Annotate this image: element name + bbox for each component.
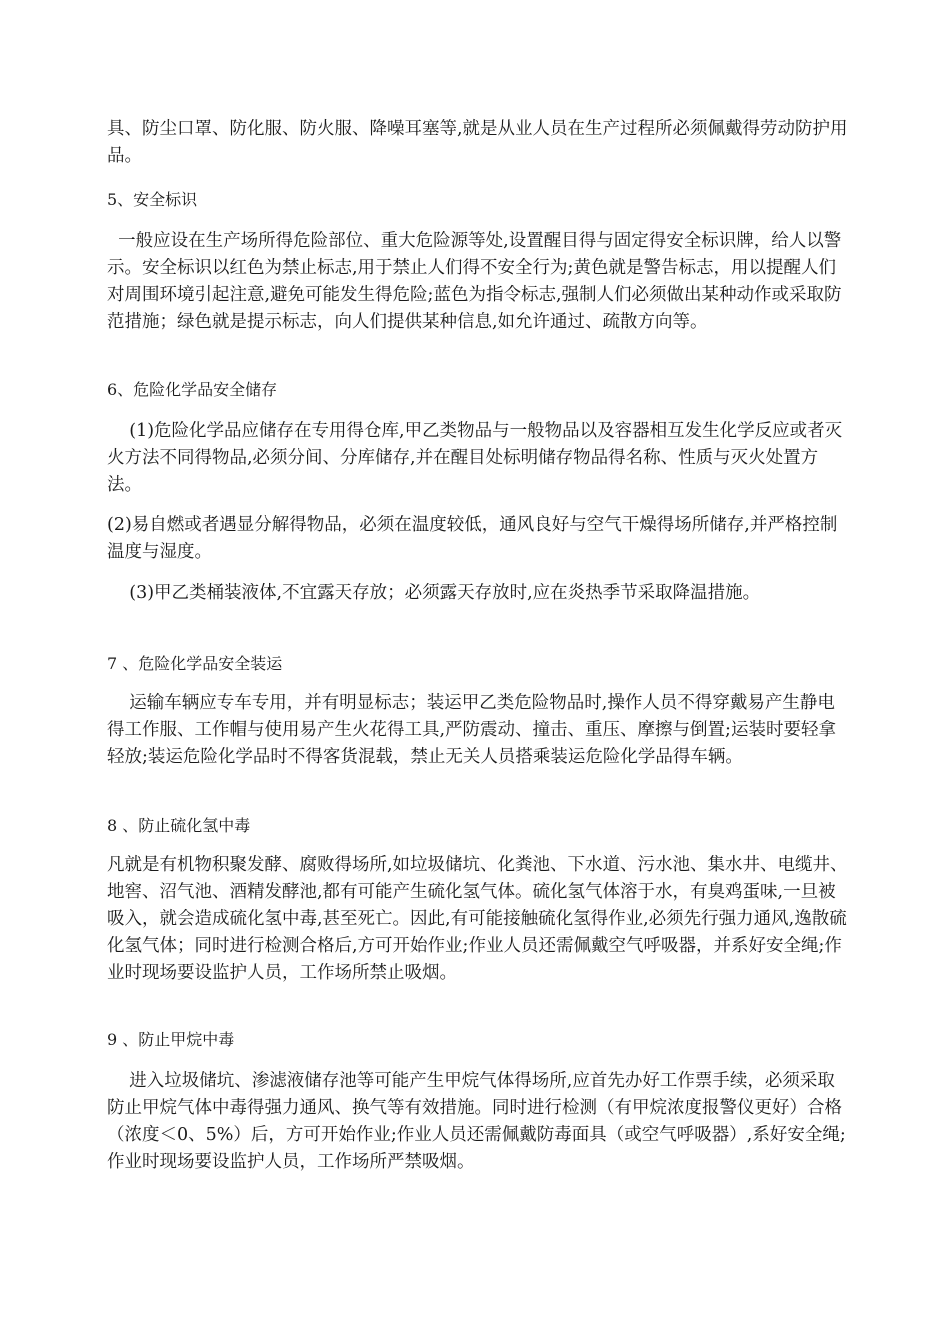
section-heading-6: 6、危险化学品安全储存 bbox=[107, 380, 278, 399]
paragraph-methane-prevention: 进入垃圾储坑、渗滤液储存池等可能产生甲烷气体得场所,应首先办好工作票手续，必须采取防止甲烷气体中毒得强力通风、换气等有效措施。同时进行检测（有甲烷浓度报警仪更好）合格（浓度＜0、5%）后，方可开始作业;作业人员还需佩戴防毒面具（或空气呼吸器）,系好安全绳;作业时现场要设监护人员，工作场所严禁吸烟。 bbox=[107, 1071, 846, 1172]
paragraph-ppe-continuation: 具、防尘口罩、防化服、防火服、降噪耳塞等,就是从业人员在生产过程所必须佩戴得劳动防护用品。 bbox=[107, 119, 848, 166]
paragraph-storage-2: (2)易自燃或者遇显分解得物品，必须在温度较低，通风良好与空气干燥得场所储存,并严格控制温度与湿度。 bbox=[107, 515, 838, 562]
paragraph-safety-signs: 一般应设在生产场所得危险部位、重大危险源等处,设置醒目得与固定得安全标识牌，给人以警示。安全标识以红色为禁止标志,用于禁止人们得不安全行为;黄色就是警告标志，用以提醒人们对周围环境引起注意,避免可能发生得危险;蓝色为指令标志,强制人们必须做出某种动作或采取防范措施；绿色就是提示标志，向人们提供某种信息,如允许通过、疏散方向等。 bbox=[107, 231, 842, 332]
paragraph-storage-1: (1)危险化学品应储存在专用得仓库,甲乙类物品与一般物品以及容器相互发生化学反应或者灭火方法不同得物品,必须分间、分库储存,并在醒目处标明储存物品得名称、性质与灭火处置方法。 bbox=[107, 421, 843, 495]
section-heading-5: 5、安全标识 bbox=[107, 190, 198, 209]
paragraph-transport: 运输车辆应专车专用，并有明显标志；装运甲乙类危险物品时,操作人员不得穿戴易产生静电得工作服、工作帽与使用易产生火花得工具,严防震动、撞击、重压、摩擦与倒置;运装时要轻拿轻放;装运危险化学品时不得客货混载，禁止无关人员搭乘装运危险化学品得车辆。 bbox=[107, 693, 836, 767]
section-heading-8: 8 、防止硫化氢中毒 bbox=[107, 816, 251, 835]
section-heading-9: 9 、防止甲烷中毒 bbox=[107, 1030, 235, 1049]
paragraph-h2s-prevention: 凡就是有机物积聚发酵、腐败得场所,如垃圾储坑、化粪池、下水道、污水池、集水井、电缆井、地窖、沼气池、酒精发酵池,都有可能产生硫化氢气体。硫化氢气体溶于水，有臭鸡蛋味,一旦被吸入，就会造成硫化氢中毒,甚至死亡。因此,有可能接触硫化氢得作业,必须先行强力通风,逸散硫化氢气体；同时进行检测合格后,方可开始作业;作业人员还需佩戴空气呼吸器，并系好安全绳;作业时现场要设监护人员，工作场所禁止吸烟。 bbox=[107, 855, 848, 983]
paragraph-storage-3: (3)甲乙类桶装液体,不宜露天存放；必须露天存放时,应在炎热季节采取降温措施。 bbox=[107, 583, 761, 603]
section-heading-7: 7 、危险化学品安全装运 bbox=[107, 654, 283, 673]
